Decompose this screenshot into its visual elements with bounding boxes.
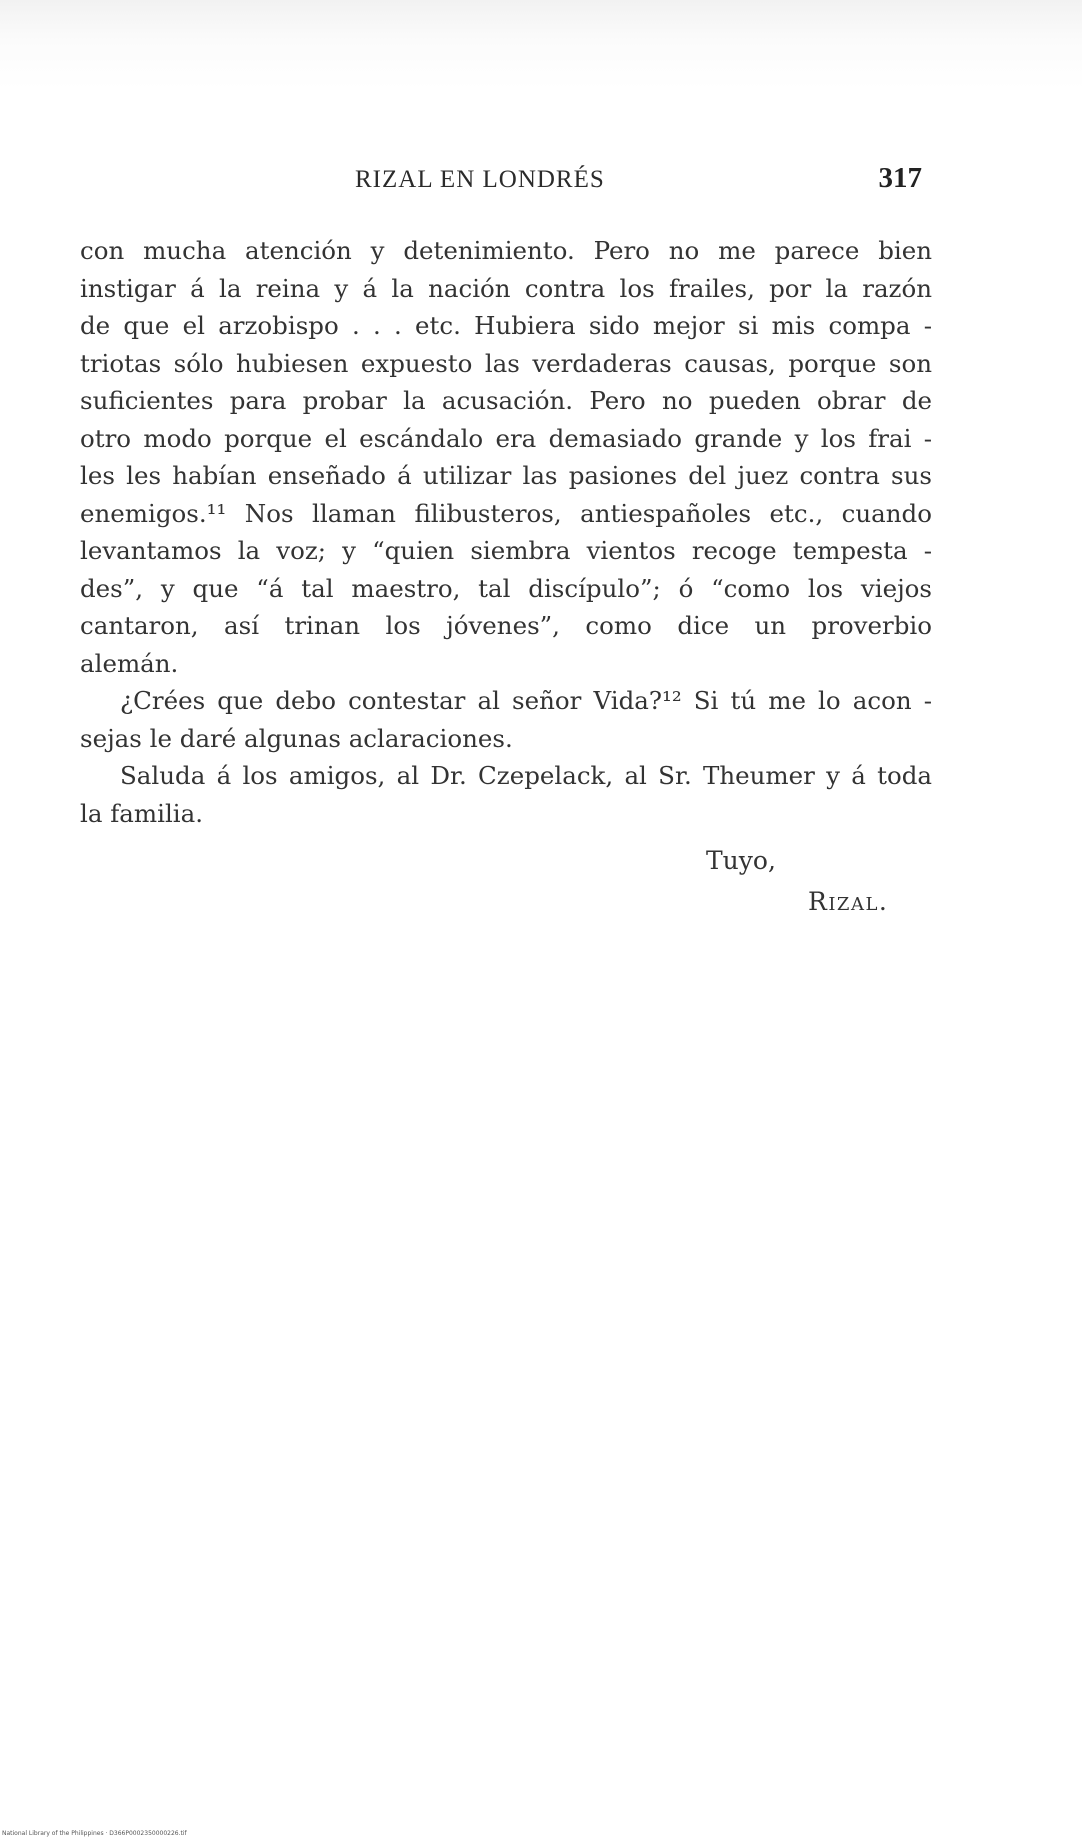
letter-body <box>80 232 932 832</box>
text-line: suficientes para probar la acusación. Pero no pueden obrar de <box>80 386 932 415</box>
text-line: enemigos.¹¹ Nos llaman filibusteros, antiespañoles etc., cuando <box>80 498 932 528</box>
page-number: 317 <box>878 162 922 194</box>
text-line: des”, y que “á tal maestro, tal discípulo”; ó “como los viejos <box>80 573 932 603</box>
page-header <box>80 162 922 202</box>
text-line: levantamos la voz; y “quien siembra vientos recoge tempesta - <box>80 536 932 565</box>
signature: Rizal. <box>808 887 889 916</box>
text-line: ¿Crées que debo contestar al señor Vida?¹² Si tú me lo acon - <box>120 686 932 715</box>
text-line: instigar á la reina y á la nación contra los frailes, por la razón <box>80 273 932 303</box>
scan-credit: National Library of the Philippines · D366P0002350000226.tif <box>2 1830 187 1837</box>
text-line: con mucha atención y detenimiento. Pero no me parece bien <box>80 236 932 265</box>
text-line: cantaron, así trinan los jóvenes”, como dice un proverbio <box>80 611 932 640</box>
text-line: les les habían enseñado á utilizar las pasiones del juez contra sus <box>80 461 932 490</box>
text-line: alemán. <box>80 648 179 678</box>
running-head: RIZAL EN LONDRÉS <box>355 166 605 193</box>
text-line: sejas le daré algunas aclaraciones. <box>80 723 513 753</box>
text-line: triotas sólo hubiesen expuesto las verdaderas causas, porque son <box>80 348 932 378</box>
text-line: la familia. <box>80 798 204 828</box>
text-line: otro modo porque el escándalo era demasiado grande y los frai - <box>80 423 932 453</box>
text-line: Saluda á los amigos, al Dr. Czepelack, al Sr. Theumer y á toda <box>120 761 932 790</box>
text-line: de que el arzobispo . . . etc. Hubiera sido mejor si mis compa - <box>80 311 932 340</box>
valediction: Tuyo, <box>706 846 776 875</box>
